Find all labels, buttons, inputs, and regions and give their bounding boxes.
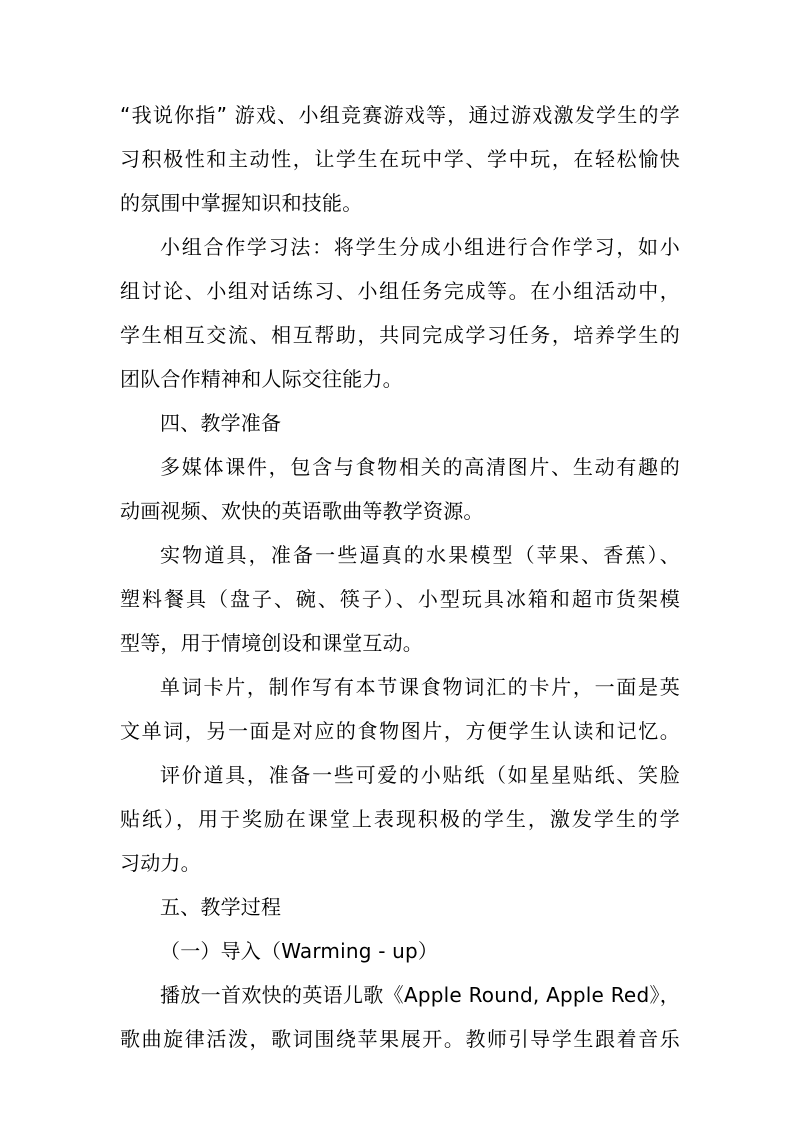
text-line: 习积极性和主动性，让学生在玩中学、学中玩，在轻松愉快 — [120, 147, 680, 171]
text-line: 的氛围中掌握知识和技能。 — [120, 191, 363, 215]
text-line: 动画视频、欢快的英语歌曲等教学资源。 — [120, 499, 484, 523]
paragraph-first-line: 单词卡片，制作写有本节课食物词汇的卡片，一面是英 — [160, 675, 680, 699]
text-line: 型等，用于情境创设和课堂互动。 — [120, 631, 423, 655]
subsection-heading: （一）导入（Warming - up） — [160, 939, 439, 963]
section-heading: 四、教学准备 — [160, 411, 282, 435]
text-line: 歌曲旋律活泼，歌词围绕苹果展开。教师引导学生跟着音乐 — [120, 1027, 680, 1051]
text-line: 团队合作精神和人际交往能力。 — [120, 367, 403, 391]
text-line: 学生相互交流、相互帮助，共同完成学习任务，培养学生的 — [120, 323, 680, 347]
text-line: 贴纸），用于奖励在课堂上表现积极的学生，激发学生的学 — [120, 807, 680, 831]
paragraph-first-line: 实物道具，准备一些逼真的水果模型（苹果、香蕉）、 — [160, 543, 680, 567]
paragraph-first-line: 小组合作学习法：将学生分成小组进行合作学习，如小 — [160, 235, 680, 259]
text-line: “我说你指” 游戏、小组竞赛游戏等，通过游戏激发学生的学 — [120, 103, 680, 127]
section-heading: 五、教学过程 — [160, 895, 282, 919]
text-line: 组讨论、小组对话练习、小组任务完成等。在小组活动中， — [120, 279, 680, 303]
paragraph-first-line: 评价道具，准备一些可爱的小贴纸（如星星贴纸、笑脸 — [160, 763, 680, 787]
text-line: 塑料餐具（盘子、碗、筷子）、小型玩具冰箱和超市货架模 — [120, 587, 680, 611]
paragraph-first-line: 播放一首欢快的英语儿歌《Apple Round, Apple Red》， — [160, 983, 680, 1007]
text-line: 习动力。 — [120, 851, 201, 875]
text-line: 文单词，另一面是对应的食物图片，方便学生认读和记忆。 — [120, 719, 680, 743]
paragraph-first-line: 多媒体课件，包含与食物相关的高清图片、生动有趣的 — [160, 455, 680, 479]
